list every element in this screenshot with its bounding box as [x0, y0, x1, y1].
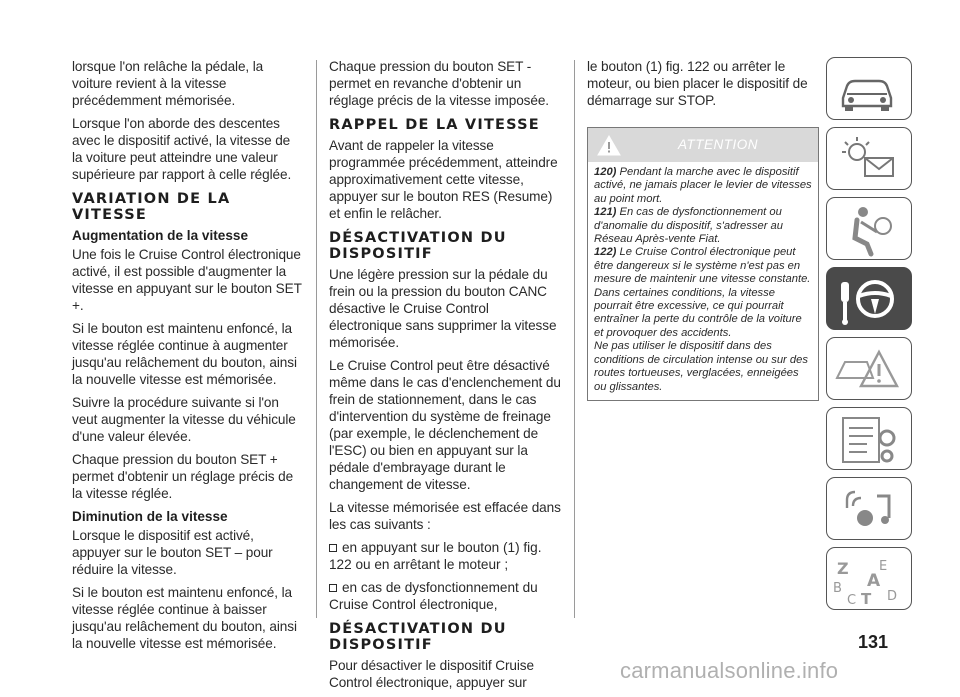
paragraph: La vitesse mémorisée est effacée dans les cas suivants :	[329, 500, 561, 532]
chapter-tab-emergency[interactable]	[826, 337, 912, 400]
warning-header	[588, 128, 818, 162]
paragraph: lorsque l'on relâche la pédale, la voiture revient à la vitesse précédemment mémorisée.	[72, 59, 264, 108]
chapter-tab-maintenance[interactable]	[826, 407, 912, 470]
warning-number: 121)	[594, 206, 617, 219]
warning-item	[594, 166, 813, 206]
paragraph: le bouton (1) fig. 122 ou arrêter le moteur, ou bien placer le dispositif de démarrage sur STOP.	[587, 59, 808, 108]
chapter-tab-car[interactable]	[826, 57, 912, 120]
section-heading-desactivation-2: DÉSACTIVATION DU DISPOSITIF	[329, 621, 507, 653]
index-letter-c: C	[847, 593, 857, 608]
watermark: carmanualsonline.info	[620, 658, 839, 683]
paragraph: Avant de rappeler la vitesse programmée précédemment, atteindre approximativement cette vitesse, appuyer sur le bouton RES (Resume) et enfin le relâcher.	[329, 138, 558, 221]
chapter-tab-safety[interactable]	[826, 197, 912, 260]
paragraph: Le Cruise Control peut être désactivé même dans le cas d'enclenchement du frein de stationnement, dans le cas d'intervention du système de freinage (par exemple, le déclenchement de l'ESC) ou bien en appuyant sur la pédale d'embrayage durant le changement de vitesse.	[329, 358, 561, 492]
page-number: 131	[857, 632, 888, 652]
bullet-square-icon	[329, 584, 337, 592]
paragraph: Une légère pression sur la pédale du frein ou la pression du bouton CANC désactive le Cruise Control électronique sans supprimer la vitesse mémorisée.	[329, 267, 557, 350]
subheading-augmentation: Augmentation de la vitesse	[72, 228, 249, 243]
column-divider	[574, 60, 575, 618]
index-icon	[827, 548, 913, 611]
paragraph: Lorsque le dispositif est activé, appuyer sur le bouton SET – pour réduire la vitesse.	[72, 528, 273, 577]
index-letter-a: A	[867, 571, 881, 591]
list-item-text: en appuyant sur le bouton (1) fig. 122 ou en arrêtant le moteur ;	[329, 540, 542, 572]
warning-text: Ne pas utiliser le dispositif dans des conditions de circulation intense ou sur des routes tortueuses, verglacées, enneigées ou glissantes.	[594, 340, 808, 393]
index-letter-t: T	[861, 590, 872, 608]
bullet-square-icon	[329, 544, 337, 552]
column-divider	[316, 60, 317, 618]
warning-number: 120)	[594, 166, 617, 178]
seat-airbag-icon	[827, 198, 913, 261]
index-letter-d: D	[887, 589, 898, 604]
paragraph: Chaque pression du bouton SET - permet en revanche d'obtenir un réglage précis de la vitesse imposée.	[329, 59, 549, 108]
steering-key-icon	[827, 268, 913, 331]
warning-item	[594, 206, 813, 246]
section-heading-rappel: RAPPEL DE LA VITESSE	[329, 117, 540, 133]
warning-text: Le Cruise Control électronique peut être dangereux si le système n'est pas en mesure de maintenir une vitesse constante. Dans certaines conditions, la vitesse pourrait être excessive, ce qui pourrait entraîner la perte du contrôle de la voiture et provoquer des accidents.	[594, 246, 811, 339]
chapter-tab-driving[interactable]	[826, 267, 912, 330]
subheading-diminution: Diminution de la vitesse	[72, 509, 228, 524]
paragraph: Chaque pression du bouton SET + permet d'obtenir un réglage précis de la vitesse réglée.	[72, 452, 294, 501]
warning-text: Pendant la marche avec le dispositif activé, ne jamais placer le levier de vitesses au point mort.	[594, 166, 812, 205]
multimedia-icon	[827, 478, 913, 541]
chapter-tabs	[826, 57, 916, 617]
chapter-tab-index[interactable]	[826, 547, 912, 610]
warning-text: En cas de dysfonctionnement ou d'anomalie du dispositif, s'adresser au Réseau Après-vente Fiat.	[594, 206, 783, 246]
list-item	[329, 579, 564, 613]
list-item	[329, 539, 564, 573]
warning-lights-icon	[827, 128, 913, 191]
warning-title: ATTENTION	[678, 137, 758, 152]
car-icon	[827, 58, 913, 121]
chapter-tab-multimedia[interactable]	[826, 477, 912, 540]
chapter-tab-warning-lights[interactable]	[826, 127, 912, 190]
warning-body	[588, 162, 818, 400]
index-letter-z: Z	[837, 559, 849, 578]
warning-number: 122)	[594, 246, 617, 259]
warning-item	[594, 246, 813, 340]
list-item-text: en cas de dysfonctionnement du Cruise Control électronique,	[329, 580, 538, 612]
paragraph: Pour désactiver le dispositif Cruise Control électronique, appuyer sur	[329, 658, 534, 690]
paragraph: Une fois le Cruise Control électronique activé, il est possible d'augmenter la vitesse en appuyant sur le bouton SET +.	[72, 247, 302, 313]
maintenance-icon	[827, 408, 913, 471]
paragraph: Si le bouton est maintenu enfoncé, la vitesse réglée continue à baisser jusqu'au relâchement du bouton, ainsi la nouvelle vitesse est mémorisée.	[72, 585, 297, 651]
paragraph: Lorsque l'on aborde des descentes avec le dispositif activé, la vitesse de la voiture peut atteindre une valeur supérieure par rapport à celle réglée.	[72, 116, 292, 182]
index-letter-e: E	[879, 559, 888, 574]
paragraph: Suivre la procédure suivante si l'on veut augmenter la vitesse du véhicule d'une valeur élevée.	[72, 395, 296, 444]
column-right	[587, 58, 819, 401]
section-heading-variation: VARIATION DE LA VITESSE	[72, 191, 231, 223]
warning-box	[587, 127, 819, 401]
section-heading-desactivation: DÉSACTIVATION DU DISPOSITIF	[329, 230, 507, 262]
column-middle	[329, 58, 564, 697]
paragraph: Si le bouton est maintenu enfoncé, la vitesse réglée continue à augmenter jusqu'au relâchement du bouton, ainsi la nouvelle vitesse est mémorisée.	[72, 321, 297, 387]
index-letter-b: B	[833, 581, 842, 596]
hazard-triangle-icon	[827, 338, 913, 401]
column-left	[72, 58, 304, 658]
